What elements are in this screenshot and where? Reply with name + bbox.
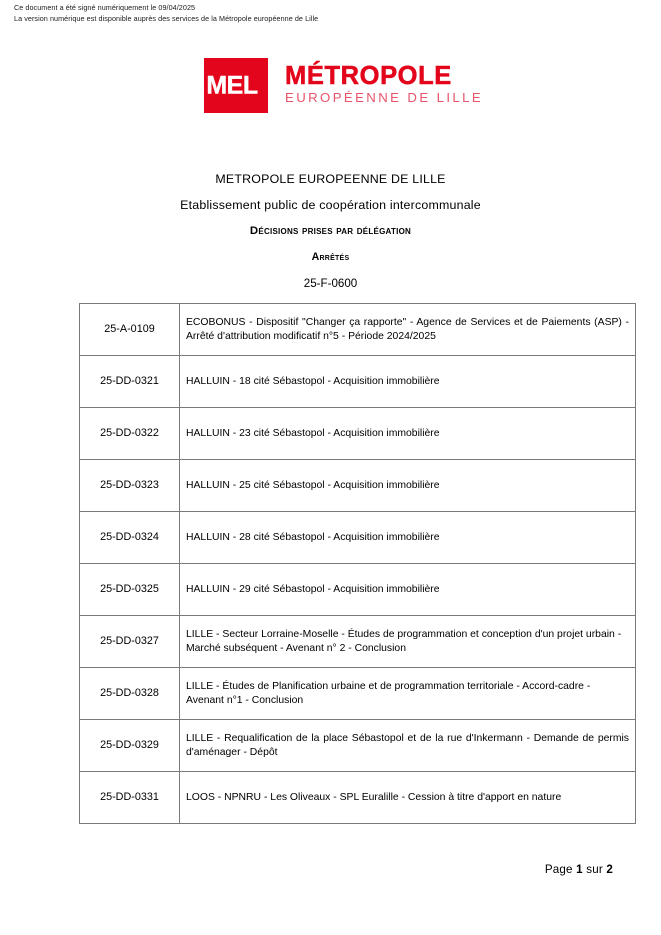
- mel-logo-name-line1: MÉTROPOLE: [285, 62, 452, 90]
- decision-label-cell: HALLUIN - 28 cité Sébastopol - Acquisition immobilière: [180, 512, 636, 564]
- decision-label-cell: HALLUIN - 18 cité Sébastopol - Acquisition immobilière: [180, 356, 636, 408]
- mel-logo-mark-icon: [204, 58, 268, 113]
- page-footer: [0, 863, 613, 876]
- footer-current-page: 1: [576, 863, 583, 876]
- decision-reference-cell: 25-DD-0327: [80, 616, 180, 668]
- table-row: [80, 564, 636, 616]
- decision-reference-cell: 25-DD-0328: [80, 668, 180, 720]
- decision-label-cell: HALLUIN - 29 cité Sébastopol - Acquisition immobilière: [180, 564, 636, 616]
- decisions-table-body: [80, 304, 636, 824]
- decision-reference-cell: 25-DD-0324: [80, 512, 180, 564]
- table-row: [80, 720, 636, 772]
- category-title: Arrêtés: [311, 251, 350, 263]
- decision-label-cell: ECOBONUS - Dispositif "Changer ça rapporte" - Agence de Services et de Paiements (ASP) - Arrêté d'attribution modificatif n°5 - Période 2024/2025: [180, 304, 636, 356]
- organization-title: METROPOLE EUROPEENNE DE LILLE: [215, 172, 446, 186]
- document-header: [0, 166, 661, 297]
- table-row: [80, 356, 636, 408]
- table-row: [80, 460, 636, 512]
- decision-reference-cell: 25-DD-0321: [80, 356, 180, 408]
- decision-reference-cell: 25-DD-0322: [80, 408, 180, 460]
- decision-reference-cell: 25-DD-0323: [80, 460, 180, 512]
- signature-line-2: La version numérique est disponible auprès des services de la Métropole européenne de Lille: [14, 13, 319, 23]
- footer-prefix: Page: [544, 863, 577, 876]
- decision-reference-cell: 25-A-0109: [80, 304, 180, 356]
- decision-reference-cell: 25-DD-0325: [80, 564, 180, 616]
- table-row: [80, 512, 636, 564]
- table-row: [80, 304, 636, 356]
- section-title: Décisions prises par délégation: [249, 225, 412, 237]
- decision-label-cell: HALLUIN - 23 cité Sébastopol - Acquisition immobilière: [180, 408, 636, 460]
- mel-logo-name-line2: EUROPÉENNE DE LILLE: [285, 90, 484, 105]
- decisions-table: [79, 303, 636, 824]
- footer-total-pages: 2: [606, 863, 613, 876]
- decision-label-cell: LILLE - Secteur Lorraine-Moselle - Études de programmation et conception d'un projet urbain - Marché subséquent - Avenant n° 2 - Conclusion: [180, 616, 636, 668]
- footer-middle: sur: [582, 863, 607, 876]
- table-row: [80, 668, 636, 720]
- document-reference: 25-F-0600: [303, 277, 358, 290]
- decision-reference-cell: 25-DD-0331: [80, 772, 180, 824]
- signature-line-1: Ce document a été signé numériquement le 09/04/2025: [14, 3, 196, 12]
- mel-logo: [204, 58, 483, 113]
- mel-logo-mark-text: MEL: [206, 71, 258, 99]
- decision-reference-cell: 25-DD-0329: [80, 720, 180, 772]
- decision-label-cell: LOOS - NPNRU - Les Oliveaux - SPL Euralille - Cession à titre d'apport en nature: [180, 772, 636, 824]
- decision-label-cell: LILLE - Requalification de la place Sébastopol et de la rue d'Inkermann - Demande de permis d'aménager - Dépôt: [180, 720, 636, 772]
- table-row: [80, 772, 636, 824]
- table-row: [80, 408, 636, 460]
- decision-label-cell: HALLUIN - 25 cité Sébastopol - Acquisition immobilière: [180, 460, 636, 512]
- mel-logo-wordmark: [285, 58, 483, 106]
- table-row: [80, 616, 636, 668]
- decision-label-cell: LILLE - Études de Planification urbaine et de programmation territoriale - Accord-cadre - Avenant n°1 - Conclusion: [180, 668, 636, 720]
- digital-signature-banner: [14, 3, 318, 24]
- organization-subtitle: Etablissement public de coopération intercommunale: [180, 198, 481, 212]
